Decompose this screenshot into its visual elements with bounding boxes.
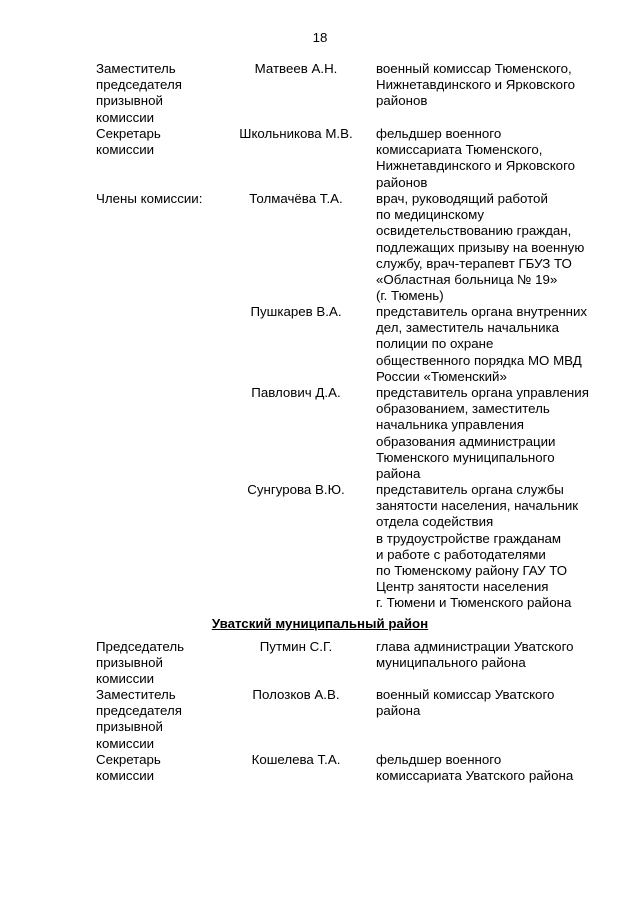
position-line: начальника управления [376, 417, 524, 433]
role-line: председателя [96, 703, 182, 719]
role-line: комиссии [96, 109, 155, 125]
role-label [96, 639, 231, 688]
position-line: (г. Тюмень) [376, 288, 444, 304]
position-line: общественного порядка МО МВД [376, 352, 582, 368]
position-line: фельдшер военного [376, 752, 502, 767]
member-name: Полозков А.В. [252, 687, 340, 702]
role-line: Секретарь [96, 752, 161, 767]
role-line: комиссии [96, 735, 155, 751]
position-line: военный комиссар Уватского [376, 687, 555, 702]
role-line: комиссии [96, 768, 155, 784]
member-name: Сунгурова В.Ю. [247, 482, 345, 497]
position-line: образования администрации [376, 433, 556, 449]
position-line: «Областная больница № 19» [376, 272, 558, 288]
position-line: подлежащих призыву на военную [376, 239, 585, 255]
position-line: по Тюменскому району ГАУ ТО [376, 563, 568, 579]
member-name: Школьникова М.В. [239, 126, 353, 141]
position-line: Центр занятости населения [376, 579, 549, 595]
position-line: фельдшер военного [376, 126, 502, 141]
role-line: Секретарь [96, 126, 161, 141]
position-line: глава администрации Уватского [376, 639, 574, 654]
role-line: Заместитель [96, 687, 176, 702]
position-line: Нижнетавдинского и Ярковского [376, 158, 576, 174]
position-line: освидетельствованию граждан, [376, 223, 572, 239]
role-label [96, 61, 231, 126]
position-line: представитель органа службы [376, 482, 564, 497]
position-line: России «Тюменский» [376, 368, 507, 384]
role-line: председателя [96, 77, 182, 93]
role-line: призывной [96, 719, 163, 735]
member-name: Павлович Д.А. [251, 385, 341, 400]
position-line: г. Тюмени и Тюменского района [376, 595, 572, 611]
member-name: Пушкарев В.А. [250, 304, 342, 319]
position-line: районов [376, 174, 428, 190]
role-label [96, 191, 231, 207]
position-line: и работе с работодателями [376, 546, 546, 562]
role-label [96, 687, 231, 752]
role-line: Заместитель [96, 61, 176, 76]
position-line: представитель органа управления [376, 385, 589, 400]
role-line: Члены комиссии: [96, 191, 203, 206]
role-line: Председатель [96, 639, 185, 654]
member-position [376, 385, 636, 482]
member-position [376, 752, 636, 784]
position-line: района [376, 466, 421, 482]
member-position [376, 304, 636, 385]
position-line: Тюменского муниципального [376, 449, 555, 465]
member-position [376, 61, 636, 110]
position-line: района [376, 703, 421, 719]
position-line: занятости населения, начальник [376, 498, 579, 514]
position-line: образованием, заместитель [376, 401, 550, 417]
member-name: Путмин С.Г. [259, 639, 333, 654]
position-line: комиссариата Уватского района [376, 768, 574, 784]
member-position [376, 126, 636, 191]
position-line: комиссариата Тюменского, [376, 142, 543, 158]
member-position [376, 482, 636, 612]
page-number: 18 [312, 30, 328, 45]
position-line: районов [376, 93, 428, 109]
position-line: по медицинскому [376, 207, 485, 223]
position-line: представитель органа внутренних [376, 304, 588, 319]
position-line: отдела содействия [376, 514, 494, 530]
position-line: врач, руководящий работой [376, 191, 548, 206]
position-line: Нижнетавдинского и Ярковского [376, 77, 576, 93]
position-line: в трудоустройстве гражданам [376, 530, 562, 546]
role-line: комиссии [96, 142, 155, 158]
position-line: службу, врач-терапевт ГБУЗ ТО [376, 255, 572, 271]
role-line: комиссии [96, 671, 155, 687]
position-line: полиции по охране [376, 336, 494, 352]
member-position [376, 191, 636, 304]
section-title: Уватский муниципальный район [211, 616, 429, 631]
position-line: военный комиссар Тюменского, [376, 61, 572, 76]
position-line: дел, заместитель начальника [376, 320, 560, 336]
member-position [376, 639, 636, 671]
member-name: Кошелева Т.А. [251, 752, 341, 767]
role-line: призывной [96, 655, 163, 671]
member-name: Толмачёва Т.А. [249, 191, 343, 206]
role-label [96, 752, 231, 784]
member-position [376, 687, 636, 719]
role-label [96, 126, 231, 158]
position-line: муниципального района [376, 655, 526, 671]
role-line: призывной [96, 93, 163, 109]
member-name: Матвеев А.Н. [254, 61, 338, 76]
